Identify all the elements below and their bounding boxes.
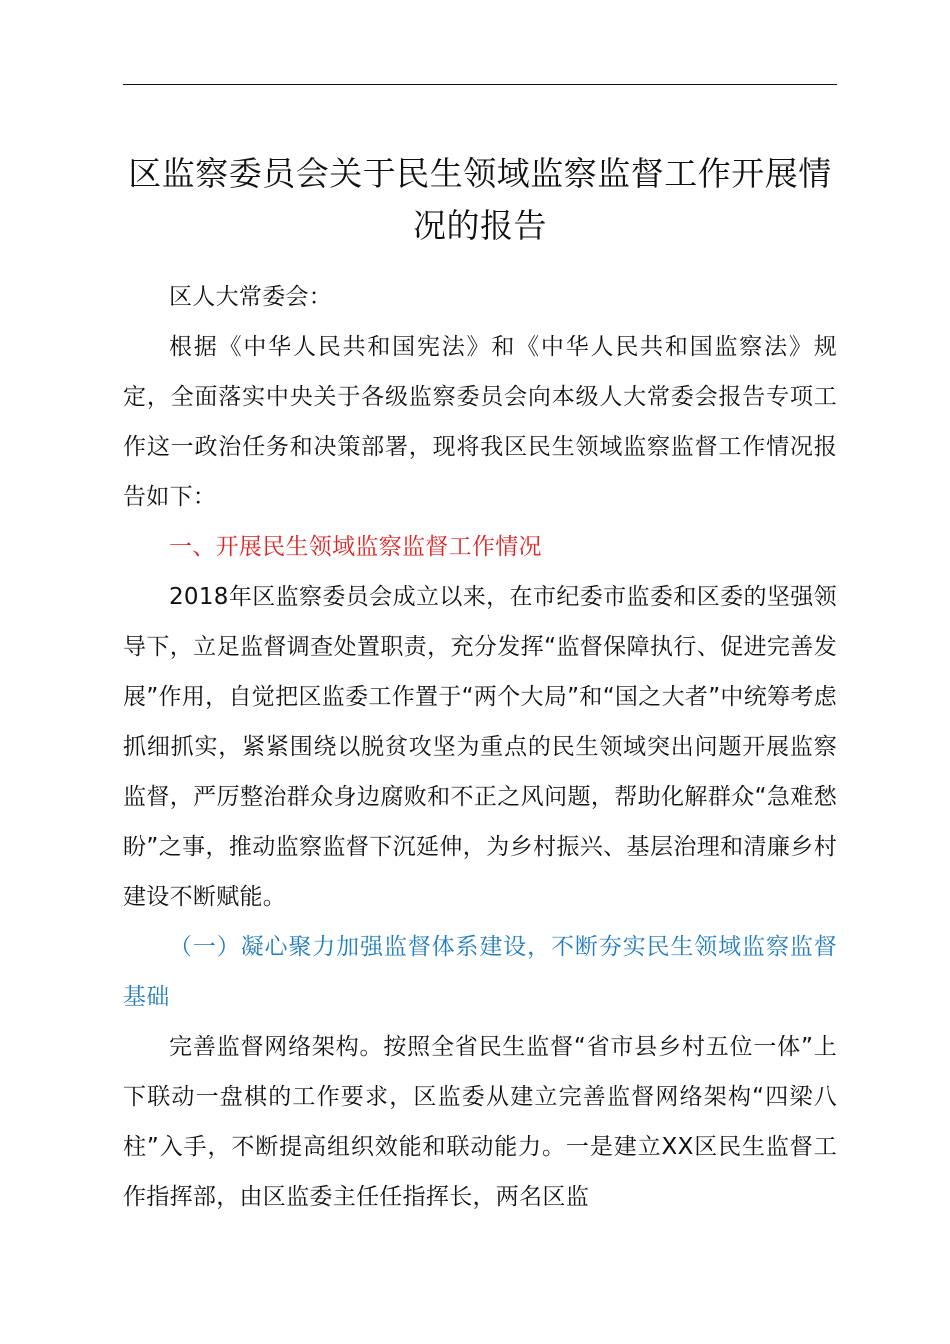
header-rule (123, 84, 837, 85)
document-title: 区监察委员会关于民生领域监察监督工作开展情况的报告 (128, 154, 832, 245)
section-1-heading: 一、开展民生领域监察监督工作情况 (169, 534, 542, 560)
section-1-paragraph: 2018年区监察委员会成立以来，在市纪委市监委和区委的坚强领导下，立足监督调查处置职责，充分发挥“监督保障执行、促进完善发展”作用，自觉把区监委工作置于“两个大局”和“国之大者”中统筹考虑抓细抓实，紧紧围绕以脱贫攻坚为重点的民生领域突出问题开展监察监督，严厉整治群众身边腐败和不正之风问题，帮助化解群众“急难愁盼”之事，推动监察监督下沉延伸，为乡村振兴、基层治理和清廉乡村建设不断赋能。 (123, 584, 837, 910)
subsection-1-heading: （一）凝心聚力加强监督体系建设，不断夯实民生领域监察监督基础 (123, 934, 837, 1010)
subsection-1-paragraph: 完善监督网络架构。按照全省民生监督“省市县乡村五位一体”上下联动一盘棋的工作要求，区监委从建立完善监督网络架构“四梁八柱”入手，不断提高组织效能和联动能力。一是建立XX区民生监督工作指挥部，由区监委主任任指挥长，两名区监 (123, 1034, 837, 1210)
salutation: 区人大常委会： (169, 284, 333, 310)
document-body (123, 272, 837, 1222)
intro-paragraph: 根据《中华人民共和国宪法》和《中华人民共和国监察法》规定，全面落实中央关于各级监察委员会向本级人大常委会报告专项工作这一政治任务和决策部署，现将我区民生领域监察监督工作情况报告如下： (123, 334, 837, 510)
